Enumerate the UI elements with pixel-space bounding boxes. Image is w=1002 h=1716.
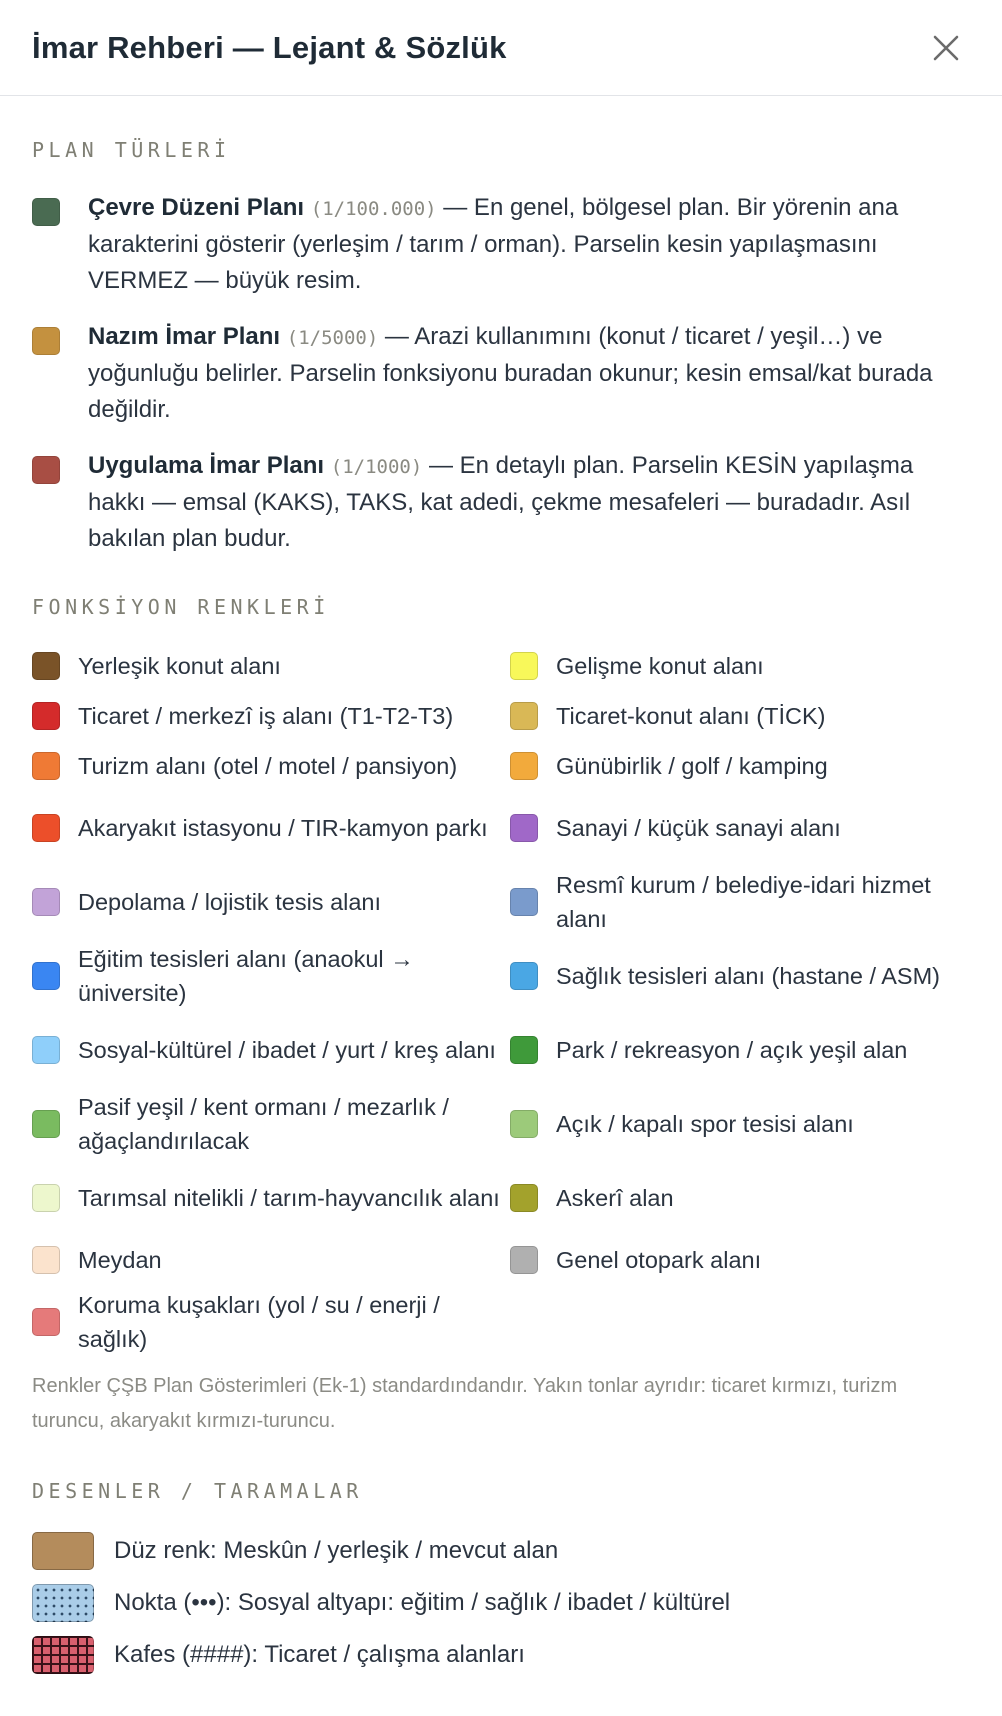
dialog-header [0, 0, 1002, 96]
color-swatch [32, 752, 60, 780]
plan-description: — En detaylı plan. Parselin KESİN yapılaşma hakkı — emsal (KAKS), TAKS, kat adedi, çekme mesafeleri — buradadır. Asıl bakılan plan budur. [88, 452, 914, 552]
color-swatch [510, 814, 538, 842]
legend-label: Resmî kurum / belediye-idari hizmet alanı [556, 872, 931, 932]
function-colors-heading: FONKSİYON RENKLERİ [32, 595, 330, 619]
plan-swatch [32, 198, 60, 226]
plan-item-nazim-imar [32, 319, 970, 428]
color-swatch [510, 1246, 538, 1274]
legend-label: Eğitim tesisleri alanı (anaokul → üniversite) [78, 946, 414, 1006]
pattern-item-grid [32, 1629, 970, 1681]
plan-name: Uygulama İmar Planı [88, 452, 325, 479]
legend-item [510, 1161, 980, 1235]
legend-label: Günübirlik / golf / kamping [556, 753, 828, 779]
legend-item [32, 1087, 510, 1161]
legend-label: Meydan [78, 1247, 162, 1273]
plan-item-cevre-duzeni [32, 190, 970, 299]
color-swatch [510, 752, 538, 780]
legend-item [510, 1013, 980, 1087]
color-swatch [32, 1036, 60, 1064]
legend-item [32, 1285, 510, 1359]
pattern-name: Düz renk: [114, 1537, 217, 1564]
legend-label: Park / rekreasyon / açık yeşil alan [556, 1037, 908, 1063]
color-swatch [32, 1184, 60, 1212]
color-swatch [32, 1308, 60, 1336]
legend-item [510, 641, 980, 691]
plan-scale: (1/1000) [330, 456, 423, 478]
plan-scale: (1/100.000) [310, 198, 437, 220]
color-swatch [32, 962, 60, 990]
legend-label: Turizm alanı (otel / motel / pansiyon) [78, 753, 458, 779]
pattern-swatch-grid [32, 1636, 94, 1674]
color-swatch [510, 1036, 538, 1064]
color-swatch [32, 1110, 60, 1138]
pattern-name: Kafes (####): [114, 1641, 259, 1668]
pattern-item-dots [32, 1577, 970, 1629]
plan-description: — En genel, bölgesel plan. Bir yörenin ana karakterini gösterir (yerleşim / tarım / orman). Parselin kesin yapılaşmasını VERMEZ — büyük resim. [88, 194, 899, 294]
plan-swatch [32, 456, 60, 484]
plan-item-uygulama-imar [32, 448, 970, 557]
close-icon [932, 34, 960, 62]
pattern-swatch-solid [32, 1532, 94, 1570]
color-swatch [32, 1246, 60, 1274]
legend-item [510, 741, 980, 791]
legend-item [32, 865, 510, 939]
plan-name: Nazım İmar Planı [88, 323, 281, 350]
legend-item [510, 691, 980, 741]
color-swatch [510, 962, 538, 990]
plan-description: — Arazi kullanımını (konut / ticaret / yeşil…) ve yoğunluğu belirler. Parselin fonksiyonu buradan okunur; kesin emsal/kat burada değildir. [88, 323, 933, 423]
legend-item [32, 641, 510, 691]
color-swatch [32, 888, 60, 916]
function-colors-note: Renkler ÇŞB Plan Gösterimleri (Ek-1) standardındandır. Yakın tonlar ayrıdır: ticaret kırmızı, turizm turuncu, akaryakıt kırmızı-turuncu. [32, 1375, 898, 1432]
pattern-description: Meskûn / yerleşik / mevcut alan [216, 1537, 559, 1564]
pattern-name: Nokta (•••): [114, 1589, 232, 1616]
legend-label: Pasif yeşil / kent ormanı / mezarlık / ağaçlandırılacak [78, 1094, 449, 1154]
close-button[interactable] [926, 28, 966, 68]
function-colors-grid [32, 641, 970, 1359]
legend-label: Askerî alan [556, 1185, 674, 1211]
legend-label: Akaryakıt istasyonu / TIR-kamyon parkı [78, 815, 488, 841]
legend-item [32, 741, 510, 791]
legend-item [510, 1235, 980, 1285]
legend-label: Sosyal-kültürel / ibadet / yurt / kreş alanı [78, 1037, 496, 1063]
legend-item [510, 939, 980, 1013]
legend-label: Ticaret-konut alanı (TİCK) [556, 703, 826, 729]
plan-scale: (1/5000) [286, 327, 379, 349]
pattern-description: Ticaret / çalışma alanları [258, 1641, 525, 1668]
color-swatch [32, 652, 60, 680]
legend-label: Tarımsal nitelikli / tarım-hayvancılık alanı [78, 1185, 500, 1211]
legend-item [32, 1161, 510, 1235]
legend-label: Genel otopark alanı [556, 1247, 762, 1273]
legend-item [510, 791, 980, 865]
legend-item [32, 791, 510, 865]
legend-label: Gelişme konut alanı [556, 653, 764, 679]
legend-label: Depolama / lojistik tesis alanı [78, 889, 382, 915]
color-swatch [510, 652, 538, 680]
legend-item [32, 1235, 510, 1285]
patterns-list [32, 1525, 970, 1681]
legend-item [32, 691, 510, 741]
legend-item [510, 865, 980, 939]
pattern-item-solid [32, 1525, 970, 1577]
legend-item [510, 1087, 980, 1161]
color-swatch [510, 888, 538, 916]
legend-item [32, 1013, 510, 1087]
legend-content [0, 138, 1002, 1681]
plan-types-heading: PLAN TÜRLERİ [32, 138, 231, 162]
legend-label: Açık / kapalı spor tesisi alanı [556, 1111, 854, 1137]
plan-name: Çevre Düzeni Planı [88, 194, 305, 221]
color-swatch [32, 702, 60, 730]
legend-label: Yerleşik konut alanı [78, 653, 281, 679]
plan-types-list [32, 190, 970, 557]
legend-label: Sağlık tesisleri alanı (hastane / ASM) [556, 963, 941, 989]
legend-label: Koruma kuşakları (yol / su / enerji / sağlık) [78, 1292, 440, 1352]
plan-swatch [32, 327, 60, 355]
pattern-swatch-dots [32, 1584, 94, 1622]
color-swatch [510, 1184, 538, 1212]
color-swatch [510, 1110, 538, 1138]
pattern-description: Sosyal altyapı: eğitim / sağlık / ibadet / kültürel [231, 1589, 731, 1616]
legend-label: Ticaret / merkezî iş alanı (T1-T2-T3) [78, 703, 454, 729]
patterns-heading: DESENLER / TARAMALAR [32, 1479, 363, 1503]
color-swatch [510, 702, 538, 730]
legend-label: Sanayi / küçük sanayi alanı [556, 815, 841, 841]
color-swatch [32, 814, 60, 842]
legend-item [32, 939, 510, 1013]
dialog-title: İmar Rehberi — Lejant & Sözlük [32, 29, 507, 65]
